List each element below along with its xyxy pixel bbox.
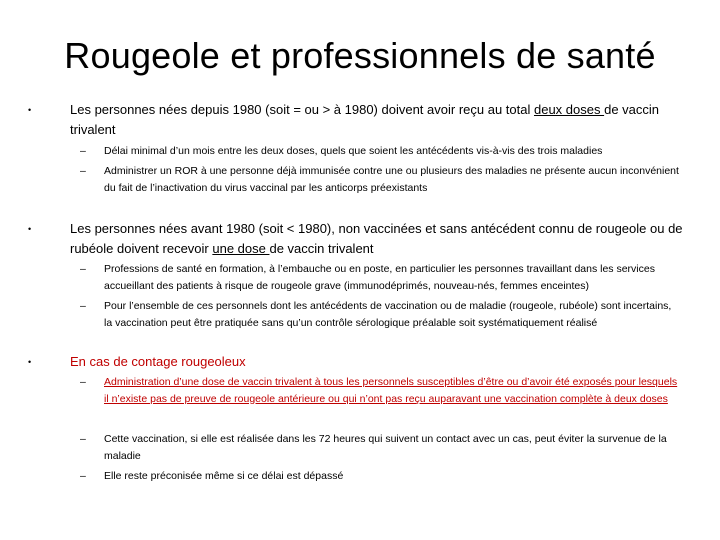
dash-icon: –: [80, 433, 86, 445]
section2-item: Pour l’ensemble de ces personnels dont les antécédents de vaccination ou de maladie (rougeole, rubéole) sont incertains, la vaccination peut être pratiquée sans qu’un contrôle sérologique préalable soit systématiquement réalisé: [104, 300, 672, 329]
section2-item: Professions de santé en formation, à l’embauche ou en poste, en particulier les personnes travaillant dans les services accueillant des patients à risque de rougeole grave (immunodéprimés, nouveau-nés, femmes enceintes): [104, 263, 655, 292]
section2-underlined: une dose: [212, 241, 270, 256]
dash-icon: –: [80, 165, 86, 177]
dash-icon: –: [80, 263, 86, 275]
section2-text: [70, 219, 690, 259]
dash-icon: –: [80, 300, 86, 312]
section1-underlined: deux doses: [533, 102, 605, 117]
slide-title: Rougeole et professionnels de santé: [64, 35, 656, 76]
section3-item: Cette vaccination, si elle est réalisée dans les 72 heures qui suivent un contact avec un cas, peut éviter la survenue de la maladie: [104, 433, 667, 462]
section2-text-a: Les personnes nées avant 1980 (soit < 1980), non vaccinées et sans antécédent connu de rougeole ou de rubéole doivent recevoir: [70, 221, 683, 256]
dash-icon: –: [80, 470, 86, 482]
bullet-icon: •: [28, 224, 32, 234]
section2-text-b: de vaccin trivalent: [269, 241, 374, 256]
section1-text-b: de vaccin trivalent: [70, 102, 660, 137]
section3-text: En cas de contage rougeoleux: [70, 354, 246, 369]
section1-text-a: Les personnes nées depuis 1980 (soit = ou > à 1980) doivent avoir reçu au total: [70, 102, 534, 117]
section3-item: Elle reste préconisée même si ce délai est dépassé: [104, 470, 344, 482]
section1-text: [70, 100, 690, 140]
section1-item: Délai minimal d’un mois entre les deux doses, quels que soient les antécédents vis-à-vis des trois maladies: [104, 145, 603, 157]
bullet-icon: •: [28, 357, 32, 367]
dash-icon: –: [80, 376, 86, 388]
bullet-icon: •: [28, 105, 32, 115]
section3-item: Administration d’une dose de vaccin trivalent à tous les personnels susceptibles d’être ou d’avoir été exposés pour lesquels il n’existe pas de preuve de rougeole antérieure ou qui n’ont pas reçu auparavant une vaccination complète à deux doses: [104, 376, 678, 405]
section1-item: Administrer un ROR à une personne déjà immunisée contre une ou plusieurs des maladies ne présente aucun inconvénient du fait de l’inactivation du virus vaccinal par les anticorps préexistants: [104, 165, 679, 194]
dash-icon: –: [80, 145, 86, 157]
